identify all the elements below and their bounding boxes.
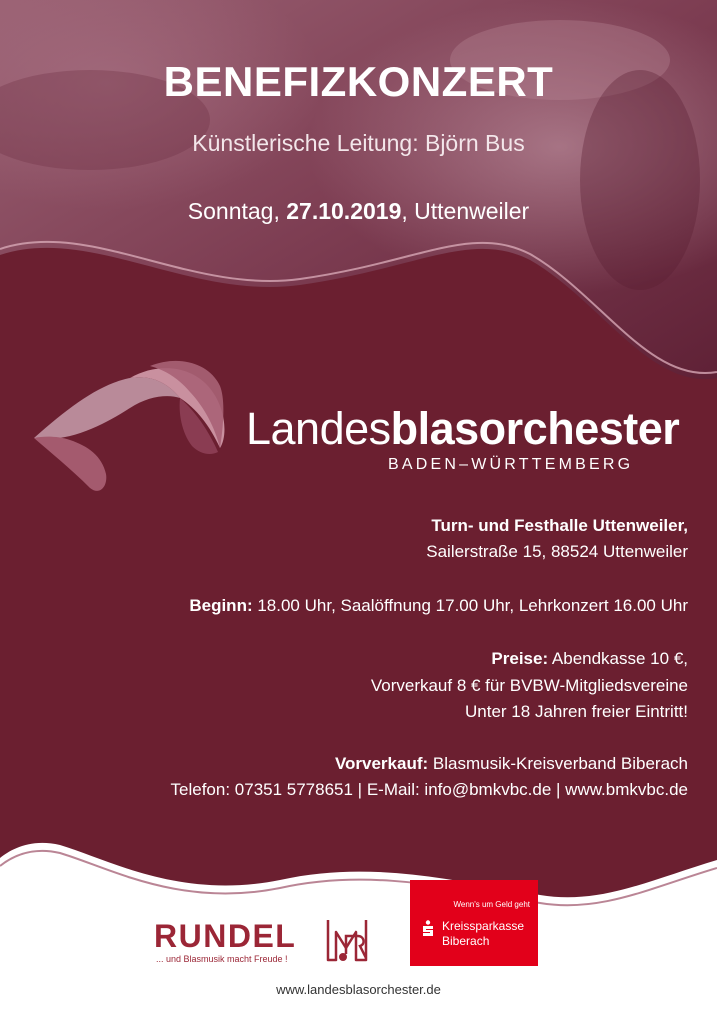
presale-label: Vorverkauf: (334, 754, 429, 773)
prices-line2: Vorverkauf 8 € für BVBW-Mitgliedsvereine (370, 676, 688, 695)
venue-name (48, 514, 688, 538)
ksk-slogan: Wenn's um Geld geht (453, 900, 530, 909)
start-text: 18.00 Uhr, Saalöffnung 17.00 Uhr, Lehrkonzert 16.00 Uhr (252, 596, 688, 615)
presale-line (48, 752, 688, 776)
orchestra-wordmark (246, 404, 679, 454)
presale-text: Blasmusik-Kreisverband Biberach (428, 754, 688, 773)
date-line (0, 198, 717, 225)
orchestra-logo-icon (30, 356, 235, 496)
prices-evening: Abendkasse 10 €, (548, 649, 688, 668)
ksk-name-line1: Kreissparkasse (442, 919, 525, 933)
poster-title: BENEFIZKONZERT (163, 58, 554, 105)
start-label: Beginn: (189, 596, 253, 615)
conductor-line: Künstlerische Leitung: Björn Bus (192, 130, 525, 156)
wordmark-bold: blasorchester (390, 403, 680, 454)
venue-name-text: Turn- und Festhalle Uttenweiler, (431, 516, 688, 535)
kreissparkasse-logo (410, 880, 538, 966)
ksk-name-line2: Biberach (442, 934, 490, 948)
sparkasse-s-icon (422, 920, 434, 936)
prices-line3: Unter 18 Jahren freier Eintritt! (465, 702, 688, 721)
concert-date: 27.10.2019 (286, 198, 402, 224)
orchestra-region: BADEN–WÜRTTEMBERG (388, 456, 634, 473)
website-link[interactable]: www.landesblasorchester.de (276, 982, 441, 997)
venue-address: Sailerstraße 15, 88524 Uttenweiler (426, 542, 688, 561)
presale-contact: Telefon: 07351 5778651 | E-Mail: info@bmkvbc.de | www.bmkvbc.de (170, 780, 688, 799)
rundel-logo-text: RUNDEL (154, 918, 297, 954)
rundel-music-icon (326, 914, 374, 966)
rundel-tagline: ... und Blasmusik macht Freude ! (156, 954, 288, 964)
prices-line1 (48, 647, 688, 671)
date-prefix: Sonntag, (187, 198, 287, 224)
wordmark-light: Landes (246, 403, 391, 454)
start-times (48, 594, 688, 618)
date-location: , Uttenweiler (401, 198, 530, 224)
prices-label: Preise: (491, 649, 549, 668)
